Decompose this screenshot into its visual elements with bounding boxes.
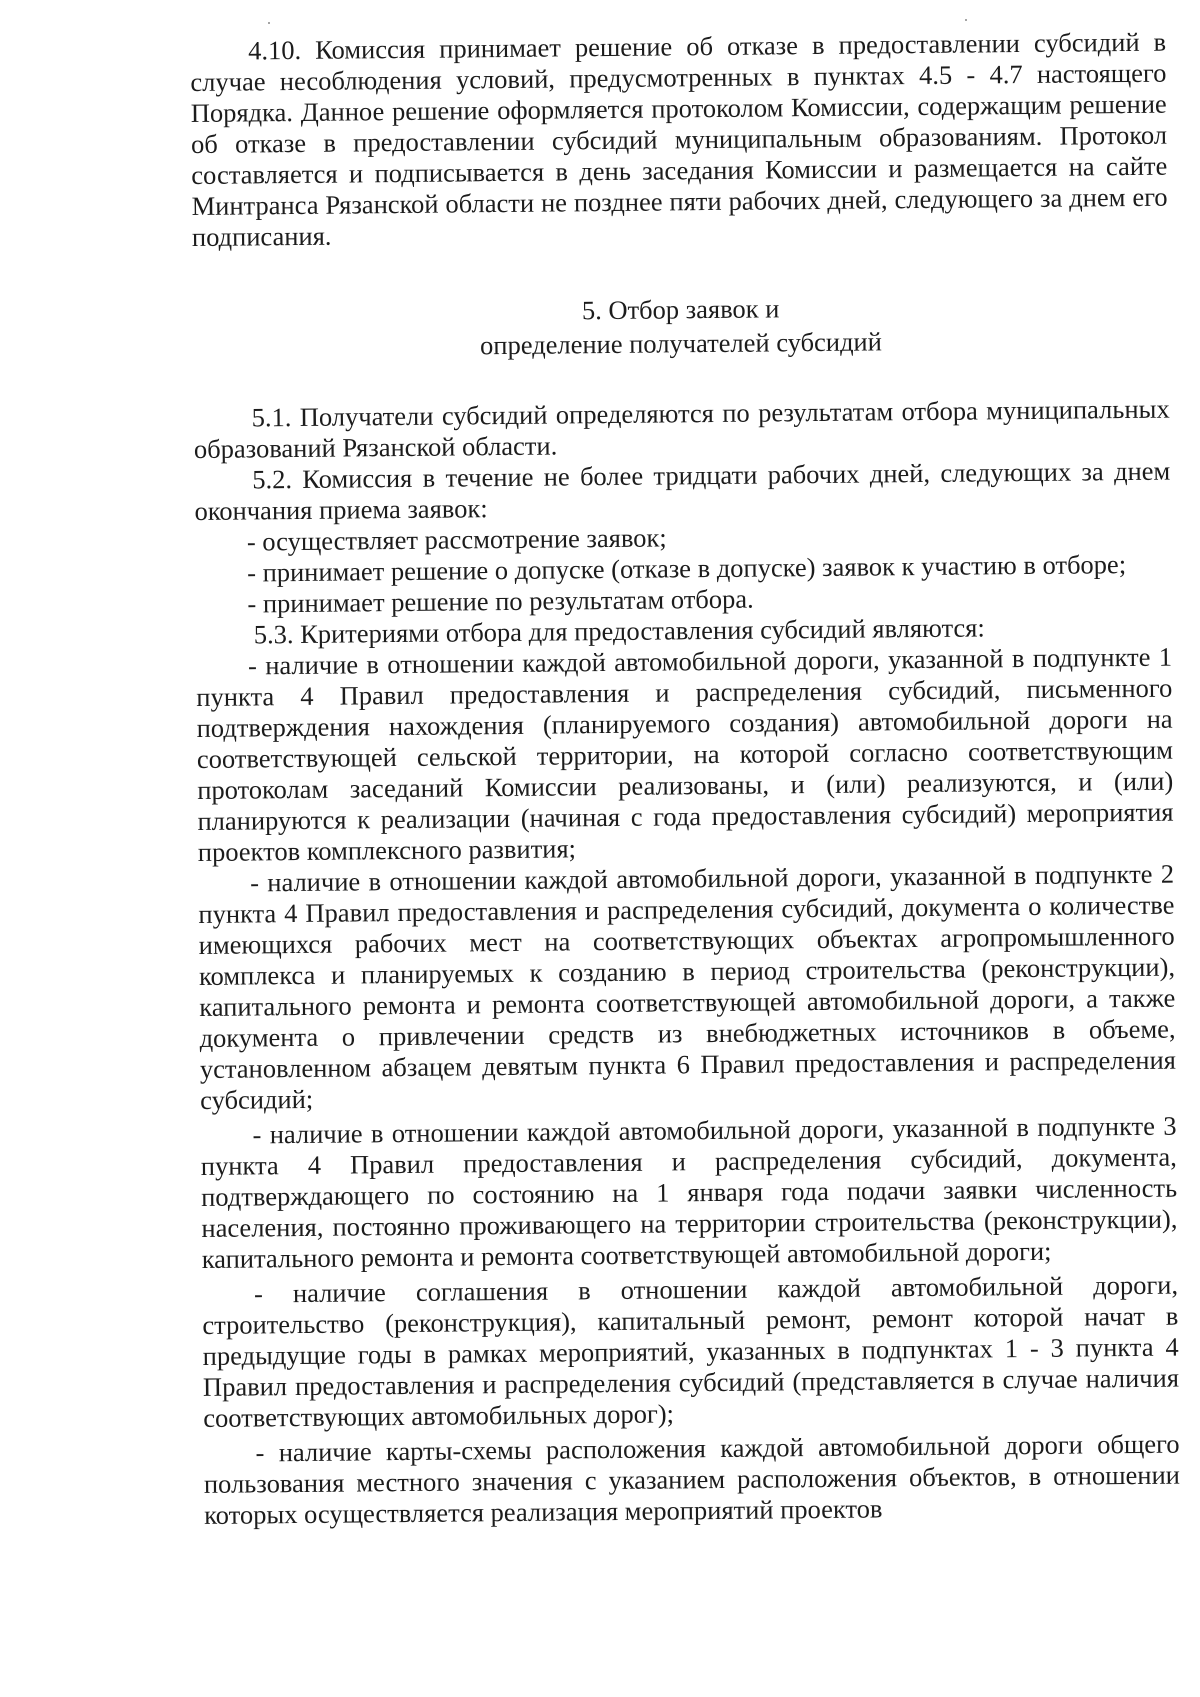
list-item-decision: - принимает решение по результатам отбора. <box>247 583 754 619</box>
scan-speck <box>268 22 270 24</box>
paragraph-5-3: 5.3. Критериями отбора для предоставления субсидий являются: <box>253 612 985 650</box>
paragraph-5-2: 5.2. Комиссия в течение не более тридцати рабочих дней, следующих за днем окончания приема заявок: <box>194 455 1171 526</box>
section-heading <box>193 288 1170 365</box>
criterion-4: - наличие соглашения в отношении каждой автомобильной дороги, строительство (реконструкция), капитальный ремонт, ремонт которой начат в предыдущие годы в рамках мероприятий, указанных в подпунктах 1 - 3 пункта 4 Правил предоставления и распределения субсидий (представляется в случае наличия соответствующих автомобильных дорог); <box>202 1269 1180 1433</box>
document-body <box>190 27 1180 1531</box>
criterion-1: - наличие в отношении каждой автомобильной дороги, указанной в подпункте 1 пункта 4 Правил предоставления и распределения субсидий, письменного подтверждения нахождения (планируемого создания) автомобильной дороги на соответствующей сельской территории, на которой согласно соответствующим протоколам заседаний Комиссии реализованы, и (или) реализуются, и (или) планируются к реализации (начиная с года предоставления субсидий) мероприятия проектов комплексного развития; <box>196 641 1174 867</box>
section-heading-line-1: 5. Отбор заявок и <box>581 293 780 326</box>
criterion-2: - наличие в отношении каждой автомобильной дороги, указанной в подпункте 2 пункта 4 Правил предоставления и распределения субсидий, документа о количестве имеющихся рабочих мест на соответствующих объектах агропромышленного комплекса и планируемых к созданию в период строительства (реконструкции), капитального ремонта и ремонта соответствующей автомобильной дороги, а также документа о привлечении средств из внебюджетных источников в объеме, установленном абзацем девятым пункта 6 Правил предоставления и распределения субсидий; <box>198 858 1177 1115</box>
list-item-admission: - принимает решение о допуске (отказе в допуске) заявок к участию в отборе; <box>247 549 1127 588</box>
paragraph-4-10: 4.10. Комиссия принимает решение об отказе в предоставлении субсидий в случае несоблюдения условий, предусмотренных в пунктах 4.5 - 4.7 настоящего Порядка. Данное решение оформляется протоколом Комиссии, содержащим решение об отказе в предоставлении субсидий муниципальным образованиям. Протокол составляется и подписывается в день заседания Комиссии и размещается на сайте Минтранса Рязанской области не позднее пяти рабочих дней, следующего за днем его подписания. <box>190 26 1168 252</box>
list-item-review: - осуществляет рассмотрение заявок; <box>246 522 667 557</box>
criterion-5: - наличие карты-схемы расположения каждой автомобильной дороги общего пользования местного значения с указанием расположения объектов, в отношении которых осуществляется реализация мероприятий проектов <box>203 1428 1180 1530</box>
section-heading-line-2: определение получателей субсидий <box>479 326 882 361</box>
scan-speck <box>965 19 967 21</box>
criterion-3: - наличие в отношении каждой автомобильной дороги, указанной в подпункте 3 пункта 4 Правил предоставления и распределения субсидий, документа, подтверждающего по состоянию на 1 января года подачи заявки численность населения, постоянно проживающего на территории строительства (реконструкции), капитального ремонта и ремонта соответствующей автомобильной дороги; <box>200 1110 1178 1274</box>
paragraph-5-1: 5.1. Получатели субсидий определяются по результатам отбора муниципальных образований Рязанской области. <box>193 393 1170 464</box>
